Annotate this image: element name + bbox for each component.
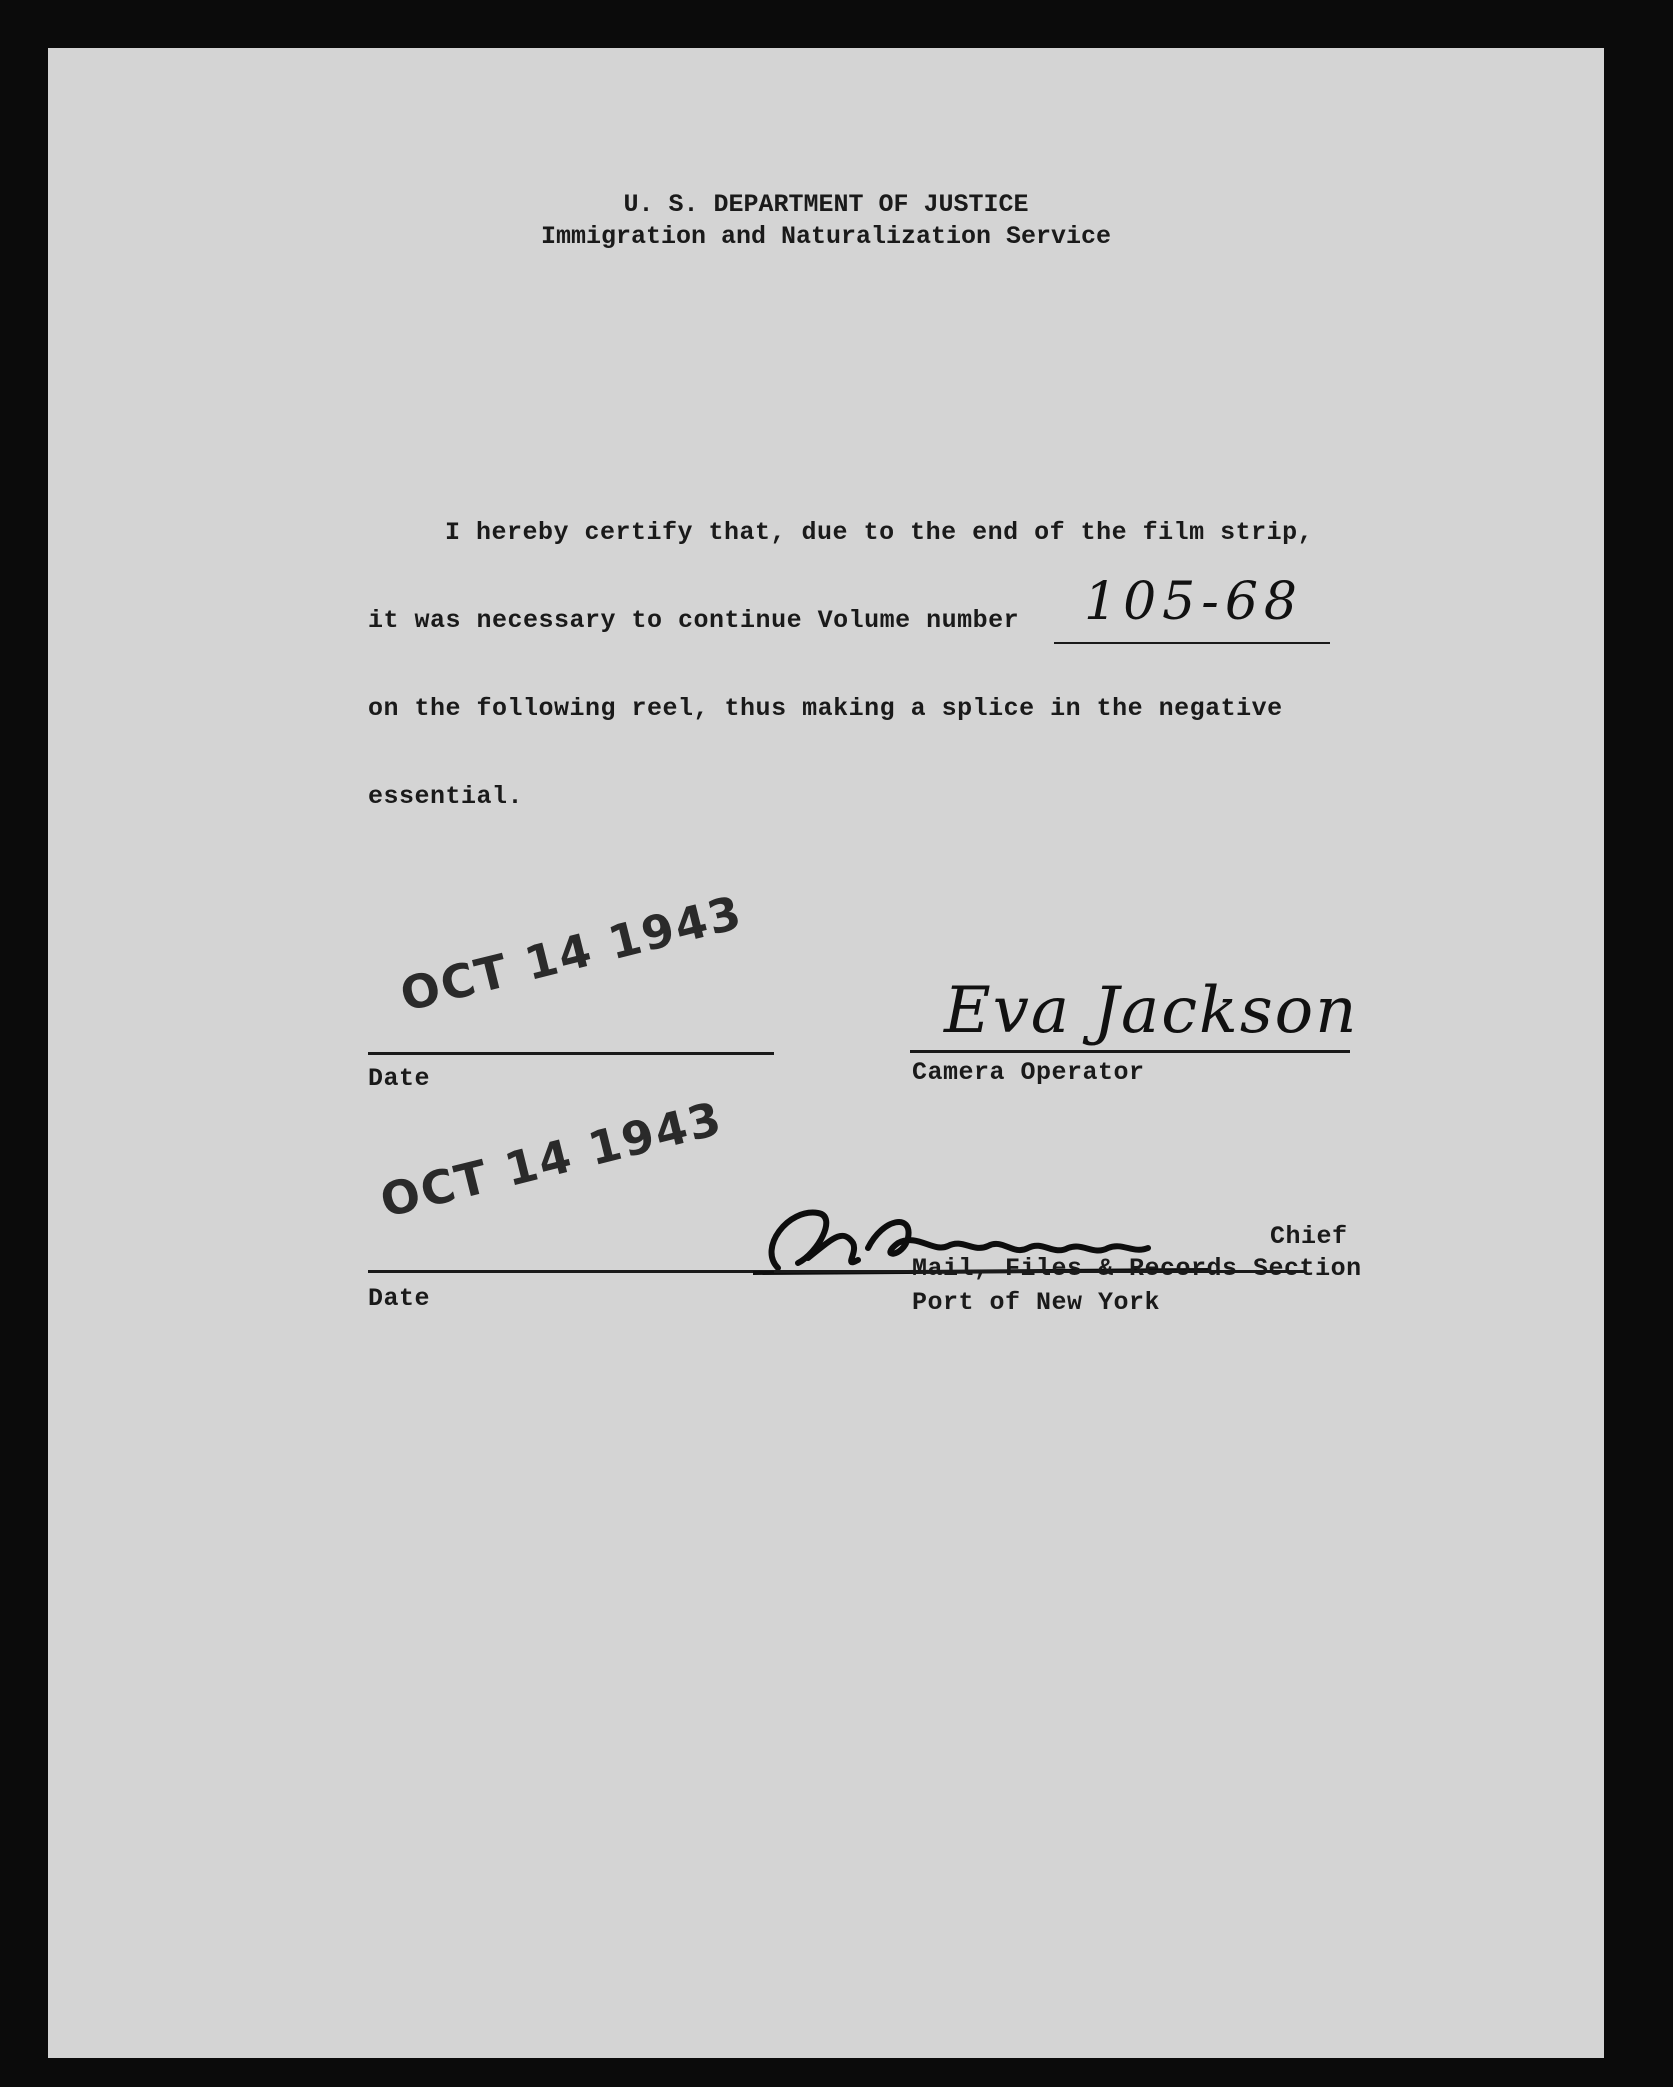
certify-line-3: on the following reel, thus making a splice in the negative [368,694,1283,723]
date-label-2: Date [368,1284,431,1313]
volume-number-handwritten: 105-68 [1084,572,1303,632]
date-line-2 [368,1270,774,1273]
certify-line-4: essential. [368,782,524,811]
date-stamp-1: OCT 14 1943 [394,884,748,1022]
location-title: Port of New York [912,1288,1161,1317]
date-stamp-2: OCT 14 1943 [374,1090,728,1228]
service-heading: Immigration and Naturalization Service [540,222,1112,251]
section-title: Mail, Files & Records Section [912,1254,1362,1283]
certify-line-2: it was necessary to continue Volume number [368,606,1020,635]
certify-line-1: I hereby certify that, due to the end of the film strip, [445,518,1314,547]
camera-operator-line [910,1050,1350,1053]
agency-heading: U. S. DEPARTMENT OF JUSTICE [623,190,1029,219]
camera-operator-signature: Eva Jackson [944,974,1359,1048]
date-line-1 [368,1052,774,1055]
date-label-1: Date [368,1064,431,1093]
volume-number-underline [1054,642,1330,644]
camera-operator-label: Camera Operator [912,1058,1145,1087]
chief-title: Chief [1270,1222,1348,1251]
document-page [48,48,1604,2058]
